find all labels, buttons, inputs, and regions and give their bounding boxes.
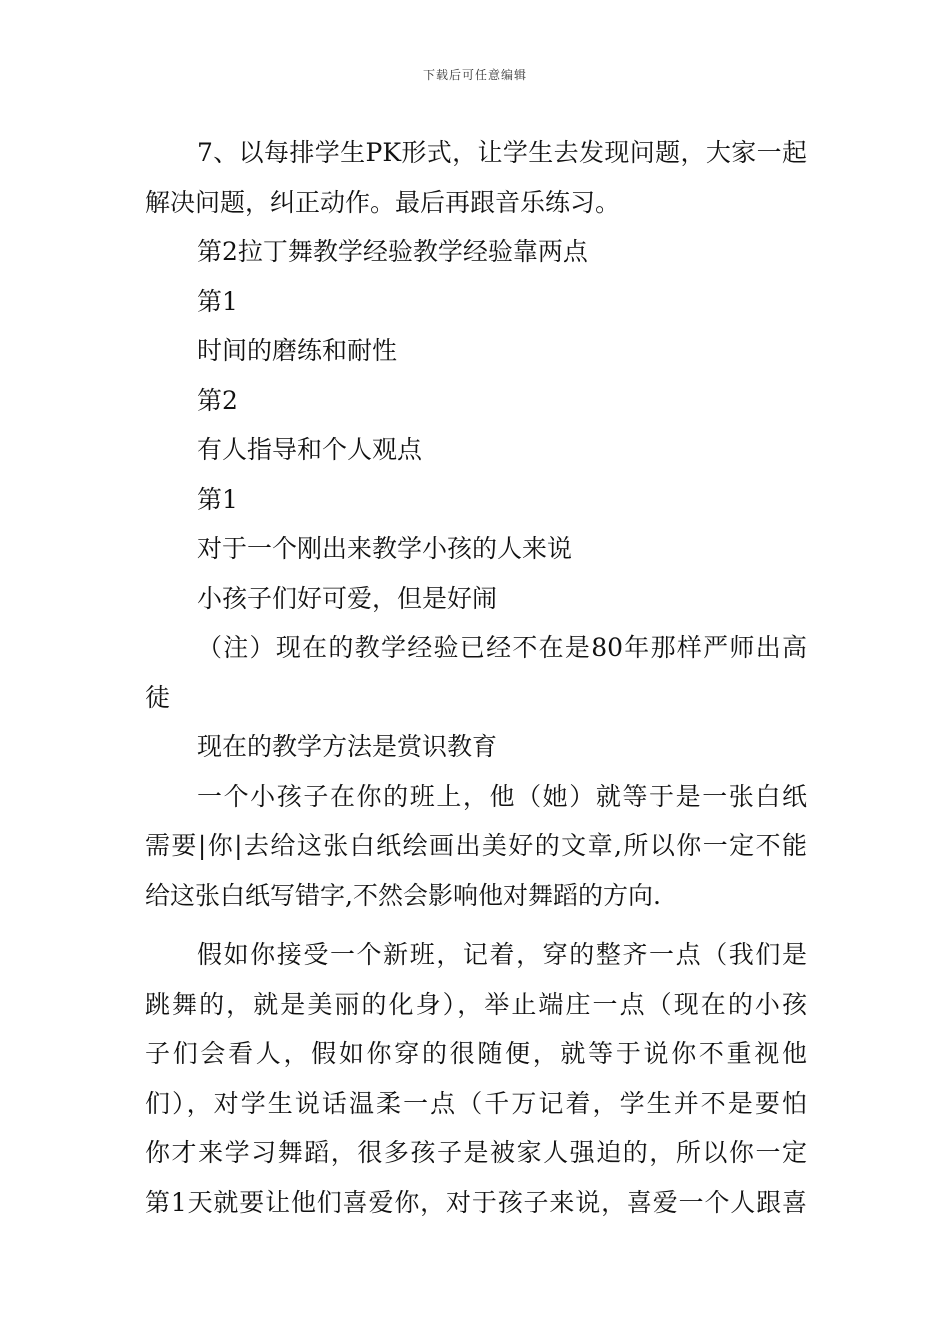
- paragraph-line: 一个小孩子在你的班上，他（她）就等于是一张白纸: [197, 781, 807, 811]
- paragraph-line: 解决问题，纠正动作。最后再跟音乐练习。: [145, 187, 621, 217]
- paragraph-line: 需要|你|去给这张白纸绘画出美好的文章,所以你一定不能: [145, 831, 807, 860]
- paragraph-line: 有人指导和个人观点: [197, 435, 423, 464]
- paragraph-line: 假如你接受一个新班，记着，穿的整齐一点（我们是: [197, 940, 807, 969]
- page-header: 下载后可任意编辑: [422, 68, 527, 82]
- document-body: [145, 128, 807, 1227]
- paragraph-line: 第2: [197, 385, 238, 415]
- paragraph-line: 你才来学习舞蹈，很多孩子是被家人强迫的，所以你一定: [145, 1138, 807, 1167]
- paragraph-line: 时间的磨练和耐性: [197, 336, 398, 365]
- paragraph-line: 们），对学生说话温柔一点（千万记着，学生并不是要怕: [145, 1088, 807, 1118]
- paragraph-line: 跳舞的，就是美丽的化身），举止端庄一点（现在的小孩: [145, 989, 807, 1019]
- paragraph-line: 第1天就要让他们喜爱你，对于孩子来说，喜爱一个人跟喜: [145, 1187, 807, 1217]
- paragraph-line: 现在的教学方法是赏识教育: [197, 732, 498, 761]
- paragraph-line: 小孩子们好可爱，但是好闹: [197, 583, 498, 613]
- paragraph-line: 对于一个刚出来教学小孩的人来说: [197, 534, 573, 563]
- paragraph-line: 第2拉丁舞教学经验教学经验靠两点: [197, 237, 588, 266]
- paragraph-line: 7、以每排学生PK形式，让学生去发现问题，大家一起: [197, 138, 807, 167]
- paragraph-line: 第1: [197, 286, 238, 316]
- paragraph-line: 第1: [197, 484, 238, 514]
- paragraph-line: （注）现在的教学经验已经不在是80年那样严师出高: [197, 633, 807, 662]
- paragraph-line: 徒: [145, 682, 171, 712]
- paragraph-line: 给这张白纸写错字,不然会影响他对舞蹈的方向.: [145, 880, 661, 910]
- paragraph-line: 子们会看人，假如你穿的很随便，就等于说你不重视他: [145, 1039, 807, 1068]
